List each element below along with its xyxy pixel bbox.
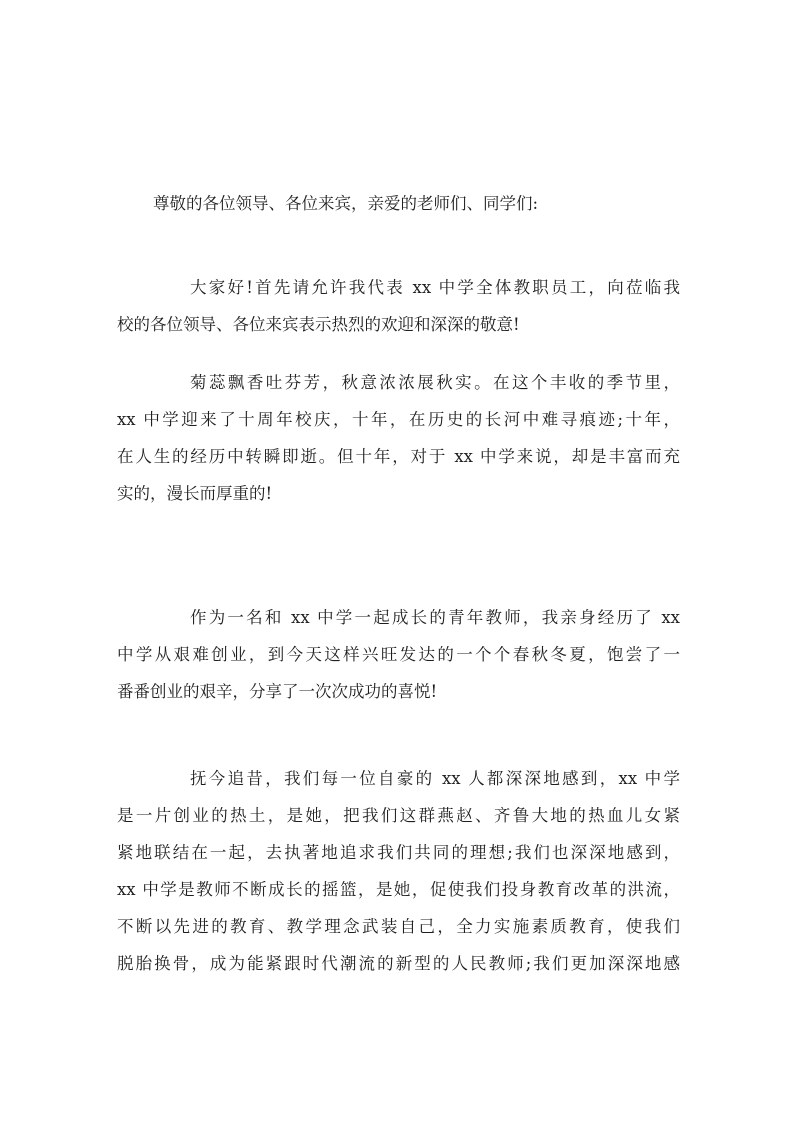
text-line: xx 中学是教师不断成长的摇篮，是她，促使我们投身教育改革的洪流， (117, 880, 680, 899)
text-line: 抚今追昔，我们每一位自豪的 xx 人都深深地感到，xx 中学 (190, 769, 680, 788)
text-line: 实的，漫长而厚重的! (117, 484, 273, 503)
paragraph-young-teacher (117, 599, 680, 710)
text-line: 脱胎换骨，成为能紧跟时代潮流的新型的人民教师;我们更加深深地感 (117, 954, 680, 973)
paragraph-welcome (117, 269, 680, 343)
paragraph-reflection (117, 760, 680, 982)
salutation-paragraph (117, 185, 680, 222)
text-line: 不断以先进的教育、教学理念武装自己，全力实施素质教育，使我们 (117, 917, 680, 936)
text-line: 校的各位领导、各位来宾表示热烈的欢迎和深深的敬意! (117, 315, 520, 334)
text-line: xx 中学迎来了十周年校庆，十年，在历史的长河中难寻痕迹;十年， (117, 410, 680, 429)
salutation: 尊敬的各位领导、各位来宾，亲爱的老师们、同学们: (153, 194, 539, 213)
text-line: 作为一名和 xx 中学一起成长的青年教师，我亲身经历了 xx (190, 608, 680, 627)
text-line: 在人生的经历中转瞬即逝。但十年，对于 xx 中学来说，却是丰富而充 (117, 447, 680, 466)
text-line: 中学从艰难创业，到今天这样兴旺发达的一个个春秋冬夏，饱尝了一 (117, 645, 680, 664)
paragraph-anniversary (117, 364, 680, 512)
text-line: 是一片创业的热土，是她，把我们这群燕赵、齐鲁大地的热血儿女紧 (117, 806, 680, 825)
text-line: 紧地联结在一起，去执著地追求我们共同的理想;我们也深深地感到， (117, 843, 680, 862)
text-line: 菊蕊飘香吐芬芳，秋意浓浓展秋实。在这个丰收的季节里， (190, 373, 680, 392)
text-line: 大家好!首先请允许我代表 xx 中学全体教职员工，向莅临我 (190, 278, 680, 297)
text-line: 番番创业的艰辛，分享了一次次成功的喜悦! (117, 682, 438, 701)
